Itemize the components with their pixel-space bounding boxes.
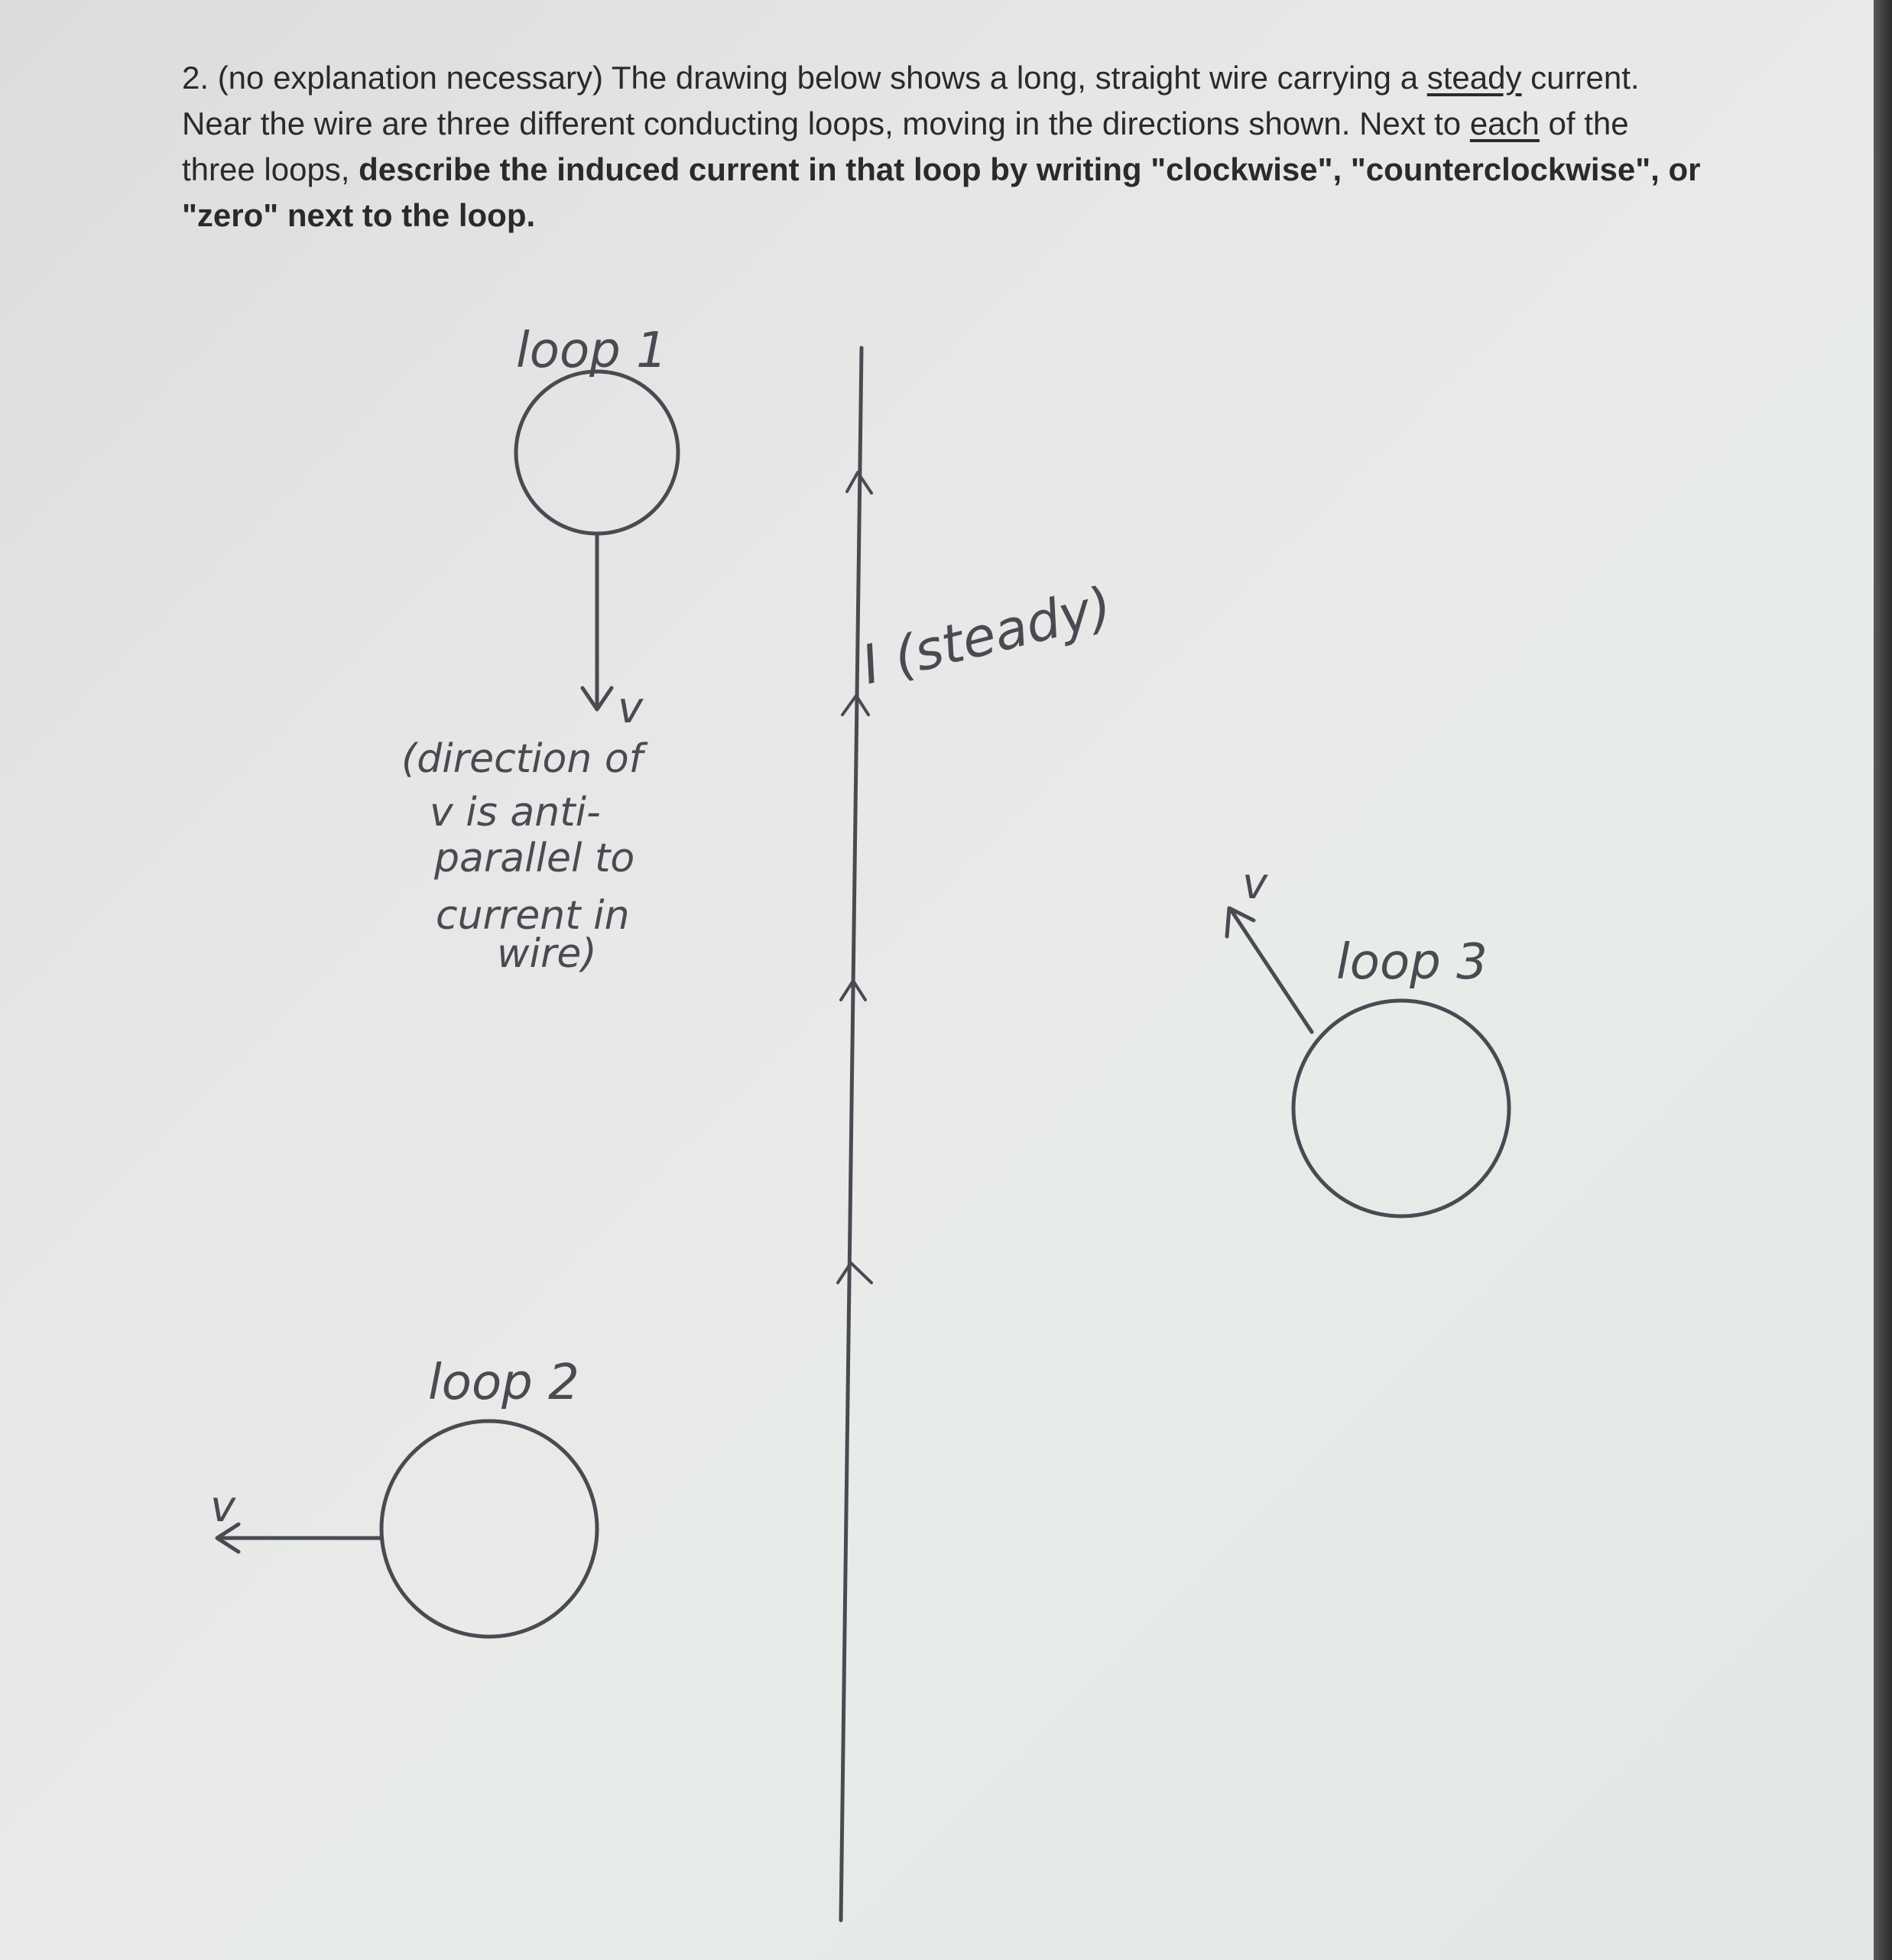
loop-2-label: loop 2 — [428, 1355, 579, 1411]
wire — [838, 348, 871, 1920]
loop-3-velocity: v — [1242, 859, 1268, 909]
loop-1-velocity: v — [618, 683, 644, 733]
loop-2-velocity: v — [210, 1482, 236, 1532]
question-intro: 2. (no explanation necessary) The drawing below shows a long, straight wire carrying a — [182, 60, 1427, 96]
question-line-3: of the three loops, — [182, 105, 1629, 187]
note-line: wire) — [497, 931, 597, 977]
current-arrow-icon — [838, 1263, 871, 1283]
wire-current-label: I (steady) — [855, 574, 1118, 697]
loop-2-circle — [381, 1421, 597, 1637]
page-edge — [1874, 0, 1892, 1960]
note-line: (direction of — [401, 736, 643, 782]
each-emphasis: each — [1469, 105, 1540, 141]
steady-emphasis: steady — [1426, 60, 1522, 96]
question-instruction: describe the induced current in that loop by writing "clockwise", "counterclockwise", or "zero" next to the loop. — [182, 151, 1701, 233]
loop-2 — [210, 1355, 597, 1637]
loop-1-label: loop 1 — [516, 323, 667, 379]
note-line: current in — [436, 893, 630, 939]
loop-1-note — [401, 736, 648, 977]
loop-1-circle — [516, 372, 678, 534]
loop-3 — [1227, 859, 1509, 1216]
loop-1 — [401, 323, 678, 977]
note-line: v is anti- — [430, 790, 601, 836]
loop-3-label: loop 3 — [1336, 934, 1488, 991]
loop-3-circle — [1293, 1001, 1509, 1216]
note-line: parallel to — [434, 836, 635, 881]
question-line-2: current. Near the wire are three different conducting loops, moving in the directions shown. Next to — [182, 60, 1640, 141]
